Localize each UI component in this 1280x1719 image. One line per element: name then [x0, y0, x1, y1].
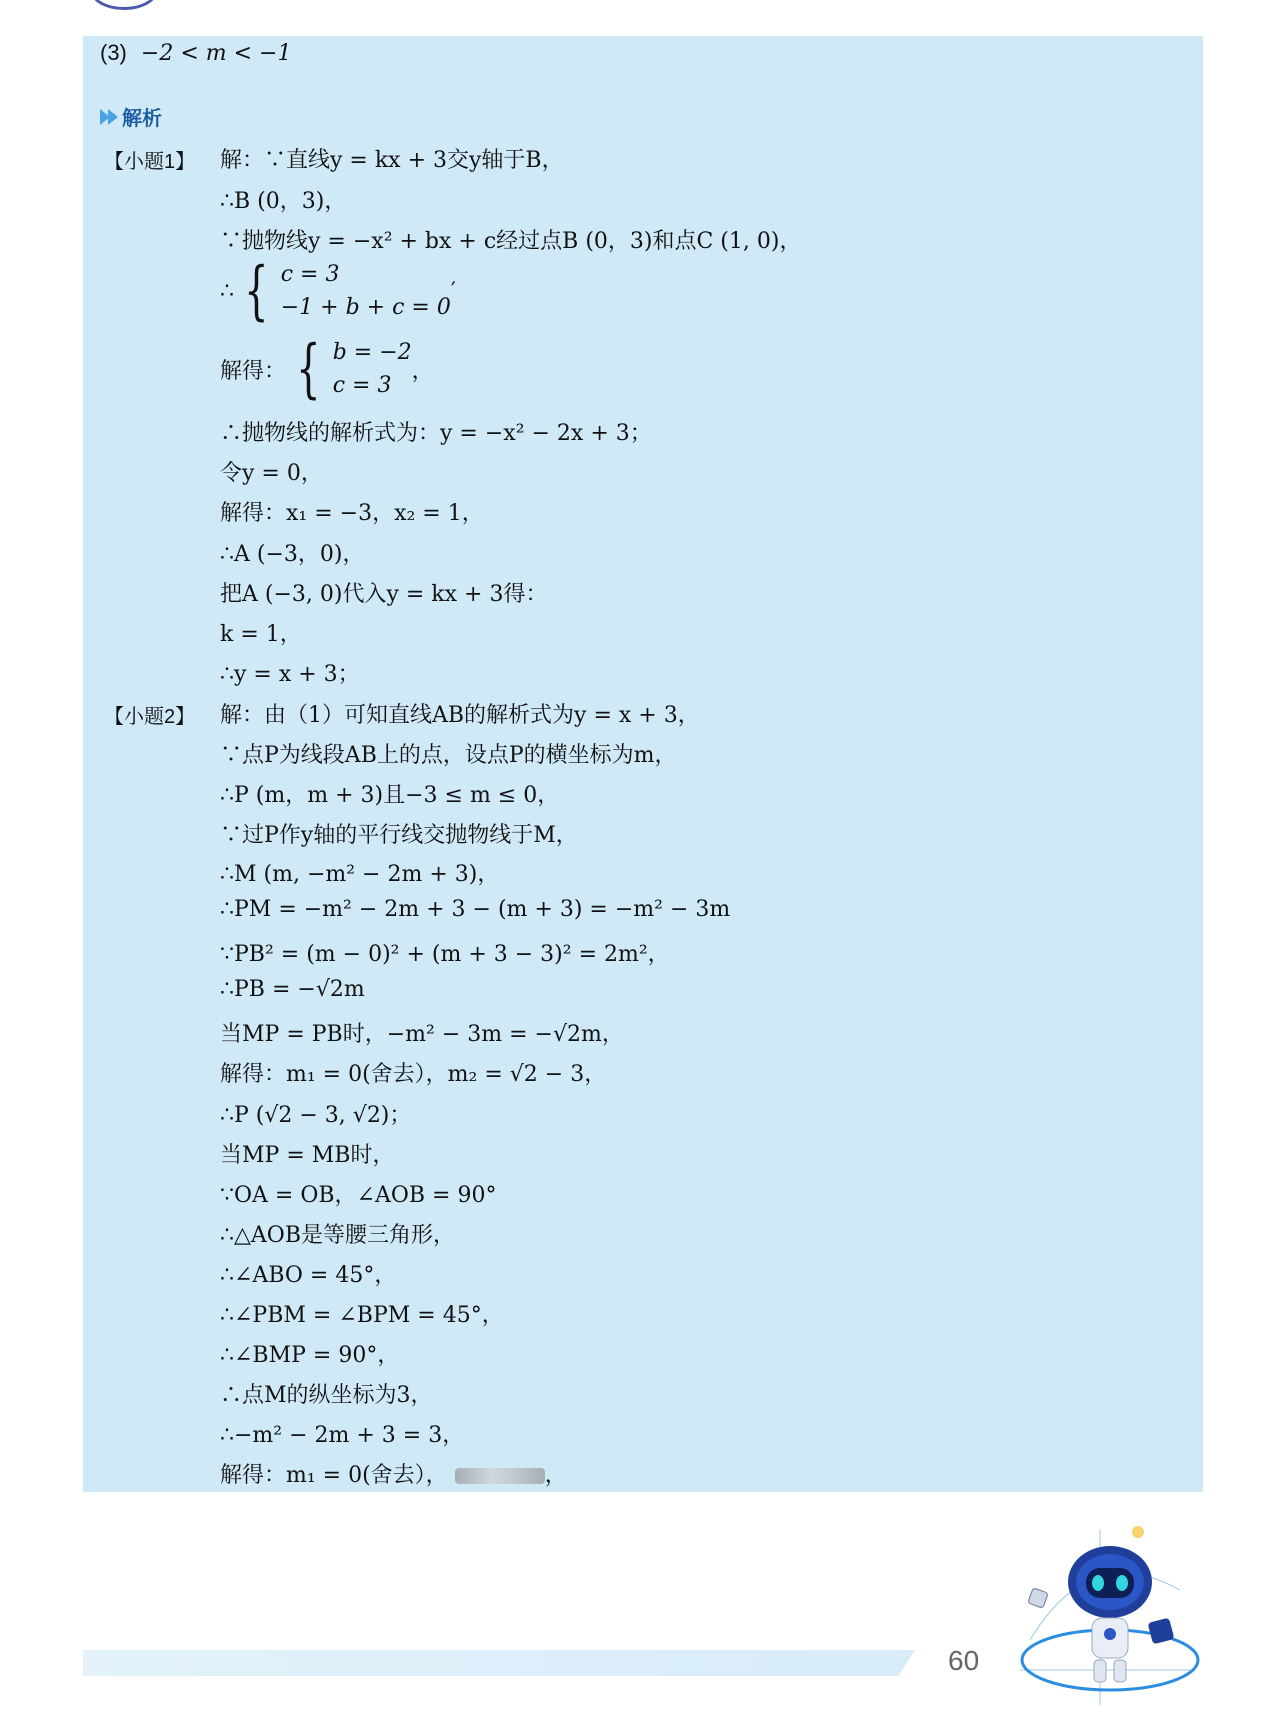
q1-line: 解：∵直线y = kx + 3交y轴于B，: [220, 148, 564, 173]
answer-3: [100, 40, 291, 66]
q1-line: ∵抛物线y = −x² + bx + c经过点B (0，3)和点C (1, 0)，: [220, 229, 802, 254]
q1-line: ∴A (−3，0)，: [220, 542, 365, 567]
double-arrow-icon: [100, 109, 116, 125]
system-2-suffix: ，: [411, 358, 434, 384]
system-1-row: −1 + b + c = 0: [280, 295, 451, 320]
q2-line-text: 解得：m₁ = 0(舍去），: [220, 1463, 448, 1488]
q2-line: ∵过P作y轴的平行线交抛物线于M，: [220, 823, 578, 848]
system-1-suffix: ′: [450, 278, 456, 304]
system-2-row: b = −2: [332, 340, 412, 365]
q1-line: 把A (−3, 0)代入y = kx + 3得：: [220, 582, 548, 607]
q2-line: ∴M (m, −m² − 2m + 3)，: [220, 862, 500, 887]
q2-line: ∴−m² − 2m + 3 = 3，: [220, 1423, 465, 1448]
question-1-label: 【小题1】: [104, 151, 196, 173]
q2-line: 当MP = PB时，−m² − 3m = −√2m，: [220, 1022, 624, 1047]
q2-line: ∴PM = −m² − 2m + 3 − (m + 3) = −m² − 3m: [220, 897, 731, 922]
q1-line: ∴抛物线的解析式为：y = −x² − 2x + 3；: [220, 421, 652, 446]
q2-line: ∴点M的纵坐标为3，: [220, 1383, 433, 1408]
question-2-label: 【小题2】: [104, 706, 196, 728]
q2-line: ∵PB² = (m − 0)² + (m + 3 − 3)² = 2m²，: [220, 942, 670, 967]
q2-line: ∴P (√2 − 3, √2)；: [220, 1103, 412, 1128]
q1-line: ∴B (0，3)，: [220, 189, 347, 214]
q2-line: ∴∠PBM = ∠BPM = 45°，: [220, 1303, 504, 1328]
footer-bar: [83, 1650, 915, 1676]
q2-line: ∵OA = OB，∠AOB = 90°: [220, 1183, 497, 1208]
system-1-row: c = 3: [280, 262, 340, 287]
q2-line: 当MP = MB时，: [220, 1143, 395, 1168]
equation-system-2: 解得： { b = −2 c = 3 ，: [220, 332, 434, 406]
system-2-row: c = 3: [332, 373, 392, 398]
q2-line: 解得：m₁ = 0(舍去），m₂ = √2 − 3，: [220, 1062, 607, 1087]
answer-3-label: (3): [100, 40, 127, 65]
equation-system-1: ∴ { c = 3 −1 + b + c = 0 ′: [220, 254, 456, 328]
q2-line: ∵点P为线段AB上的点，设点P的横坐标为m，: [220, 743, 677, 768]
q2-line-last: [220, 1458, 567, 1489]
q2-line: 解：由（1）可知直线AB的解析式为y = x + 3，: [220, 703, 700, 728]
page-number: 60: [948, 1645, 980, 1676]
q1-line: k = 1，: [220, 622, 302, 647]
system-1-prefix: ∴: [220, 278, 234, 304]
q2-line-suffix: ，: [544, 1463, 567, 1488]
q1-line: ∴y = x + 3；: [220, 662, 360, 687]
system-2-prefix: 解得：: [220, 358, 287, 384]
robot-mascot-illustration: [1010, 1520, 1210, 1710]
answer-3-expr: −2 < m < −1: [140, 41, 292, 66]
q2-line: ∴PB = −√2m: [220, 977, 365, 1002]
redacted-blur: [455, 1468, 545, 1484]
analysis-heading-text: 解析: [122, 108, 162, 130]
q2-line: ∴P (m，m + 3)且−3 ≤ m ≤ 0，: [220, 783, 560, 808]
q2-line: ∴∠ABO = 45°，: [220, 1263, 397, 1288]
analysis-heading: [100, 102, 162, 131]
q2-line: ∴∠BMP = 90°，: [220, 1343, 400, 1368]
q2-line: ∴△AOB是等腰三角形，: [220, 1223, 456, 1248]
q1-line: 解得：x₁ = −3，x₂ = 1，: [220, 501, 484, 526]
header-decoration: [90, 0, 158, 10]
q1-line: 令y = 0，: [220, 461, 323, 486]
